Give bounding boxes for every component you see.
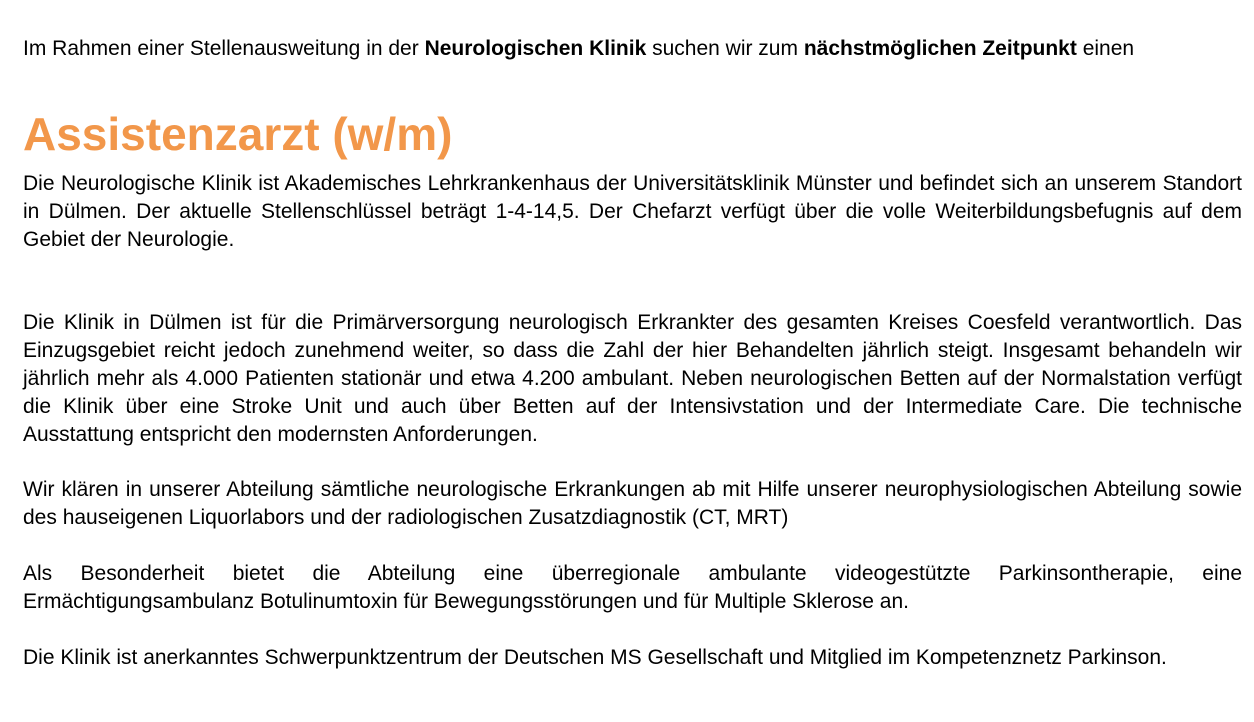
paragraph-specialties: Als Besonderheit bietet die Abteilung eine überregionale ambulante videogestützte Parkinsontherapie, eine Ermächtigungsambulanz Botulinumtoxin für Bewegungsstörungen und für Multiple Sklerose an.: [23, 562, 1242, 613]
paragraph-certification: Die Klinik ist anerkanntes Schwerpunktzentrum der Deutschen MS Gesellschaft und Mitglied im Kompetenznetz Parkinson.: [23, 646, 1167, 669]
job-title: Assistenzarzt (w/m): [23, 108, 453, 160]
paragraph-clinic-overview: Die Neurologische Klinik ist Akademisches Lehrkrankenhaus der Universitätsklinik Münster und befindet sich an unserem Standort in Dülmen. Der aktuelle Stellenschlüssel beträgt 1-4-14,5. Der Chefarzt verfügt über die volle Weiterbildungsbefugnis auf dem Gebiet der Neurologie.: [23, 172, 1242, 251]
paragraph-diagnostics: Wir klären in unserer Abteilung sämtliche neurologische Erkrankungen ab mit Hilfe unserer neurophysiologischen Abteilung sowie des hauseigenen Liquorlabors und der radiologischen Zusatzdiagnostik (CT, MRT): [23, 478, 1242, 529]
intro-part-3: einen: [1076, 37, 1135, 60]
intro-start-date: nächstmöglichen Zeitpunkt: [803, 37, 1077, 60]
intro-text: [23, 35, 1242, 62]
intro-part-1: Im Rahmen einer Stellenausweitung in der: [23, 37, 425, 60]
intro-part-2: suchen wir zum: [646, 37, 804, 60]
intro-clinic-name: Neurologischen Klinik: [424, 37, 647, 60]
paragraph-catchment-area: Die Klinik in Dülmen ist für die Primärversorgung neurologisch Erkrankter des gesamten Kreises Coesfeld verantwortlich. Das Einzugsgebiet reicht jedoch zunehmend weiter, so dass die Zahl der hier Behandelten jährlich steigt. Insgesamt behandeln wir jährlich mehr als 4.000 Patienten stationär und etwa 4.200 ambulant. Neben neurologischen Betten auf der Normalstation verfügt die Klinik über eine Stroke Unit und auch über Betten auf der Intensivstation und der Intermediate Care. Die technische Ausstattung entspricht den modernsten Anforderungen.: [23, 311, 1242, 446]
